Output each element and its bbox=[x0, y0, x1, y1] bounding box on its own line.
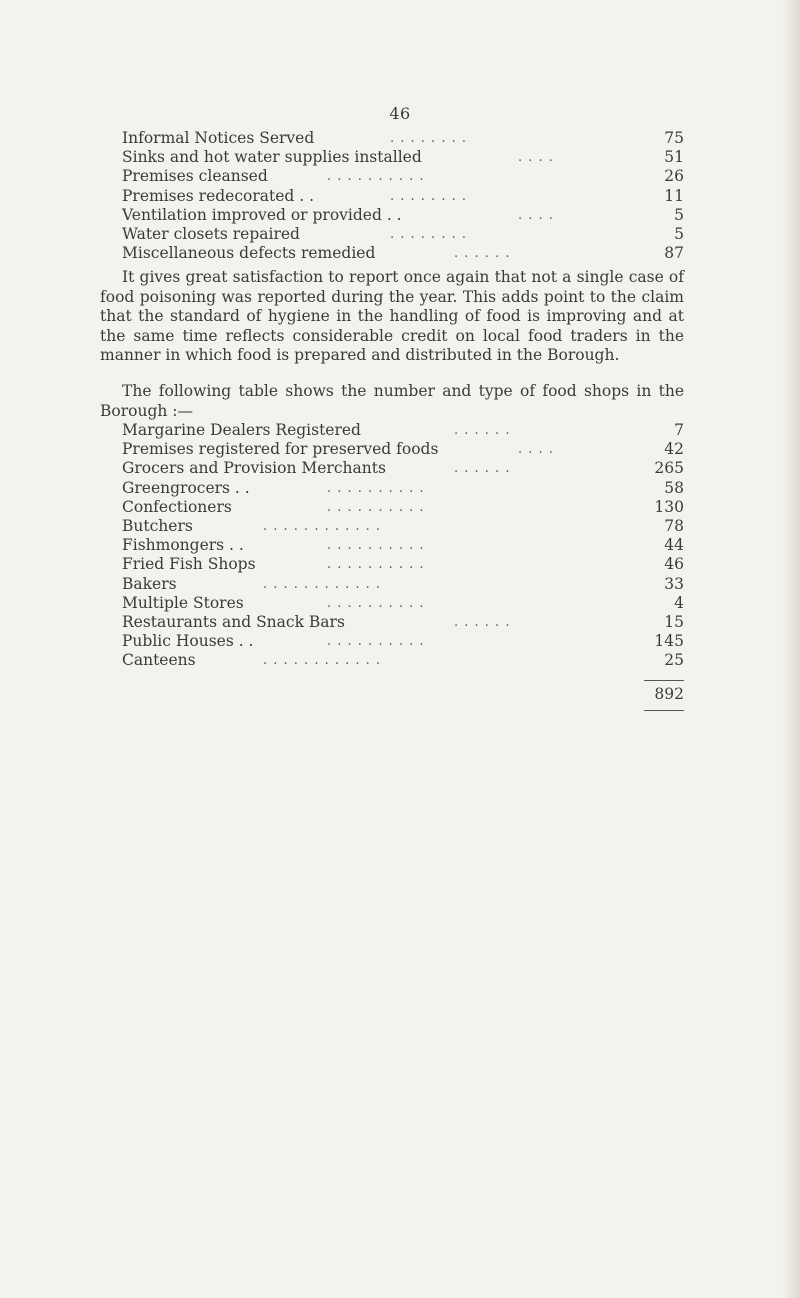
item-value: 25 bbox=[664, 651, 684, 670]
list-item bbox=[122, 129, 684, 148]
list-item bbox=[122, 148, 684, 167]
item-value: 87 bbox=[664, 244, 684, 263]
item-label: Fried Fish Shops bbox=[122, 555, 256, 574]
list-item bbox=[122, 632, 684, 651]
dot-leader: . . . . . . . . . . bbox=[327, 634, 425, 650]
dot-leader: . . . . bbox=[518, 207, 554, 223]
item-label: Confectioners bbox=[122, 497, 232, 516]
list-item bbox=[122, 440, 684, 459]
dot-leader: . . . . . . . . . . bbox=[327, 557, 425, 573]
item-label: Grocers and Provision Merchants bbox=[122, 459, 386, 478]
dot-leader: . . . . . . . . . . bbox=[327, 480, 425, 496]
item-label: Informal Notices Served bbox=[122, 129, 315, 147]
list-item bbox=[122, 167, 684, 186]
dot-leader: . . . . . . . . bbox=[390, 131, 467, 146]
item-label: Bakers bbox=[122, 574, 177, 593]
item-value: 26 bbox=[664, 167, 684, 186]
list-item bbox=[122, 536, 684, 555]
item-value: 5 bbox=[674, 205, 684, 224]
dot-leader: . . . . . . . . . . . . bbox=[263, 576, 382, 592]
list-item bbox=[122, 187, 684, 206]
total-rule-top bbox=[644, 680, 684, 681]
item-value: 58 bbox=[664, 478, 684, 497]
dot-leader: . . . . . . . . . . bbox=[327, 499, 425, 515]
page-number: 46 bbox=[389, 104, 411, 123]
item-value: 75 bbox=[664, 129, 684, 147]
total-rule-bottom bbox=[644, 710, 684, 711]
page-edge-shadow bbox=[782, 0, 800, 1298]
item-label: Premises registered for preserved foods bbox=[122, 440, 439, 459]
dot-leader: . . . . . . bbox=[454, 423, 511, 438]
item-label: Premises redecorated . . bbox=[122, 186, 315, 205]
dot-leader: . . . . bbox=[518, 442, 554, 458]
dot-leader: . . . . . . . . bbox=[390, 188, 467, 204]
dot-leader: . . . . . . bbox=[454, 614, 511, 630]
item-label: Fishmongers . . bbox=[122, 536, 244, 555]
dot-leader: . . . . . . . . . . bbox=[327, 169, 425, 185]
dot-leader: . . . . . . bbox=[454, 246, 511, 262]
item-label: Miscellaneous defects remedied bbox=[122, 244, 376, 263]
item-label: Public Houses . . bbox=[122, 632, 254, 651]
list-item bbox=[122, 613, 684, 632]
item-label: Margarine Dealers Registered bbox=[122, 421, 361, 439]
item-label: Premises cleansed bbox=[122, 167, 268, 186]
dot-leader: . . . . . . . . bbox=[390, 226, 467, 242]
table-intro-paragraph: The following table shows the number and type of food shops in the Borough :— bbox=[100, 382, 684, 420]
dot-leader: . . . . . . bbox=[454, 461, 511, 477]
dot-leader: . . . . . . . . . . bbox=[327, 595, 425, 611]
item-value: 130 bbox=[654, 497, 684, 516]
list-item bbox=[122, 575, 684, 594]
list-item bbox=[122, 498, 684, 517]
list-item bbox=[122, 459, 684, 478]
notices-list bbox=[122, 129, 684, 263]
list-item bbox=[122, 651, 684, 670]
list-item bbox=[122, 225, 684, 244]
item-value: 46 bbox=[664, 555, 684, 574]
list-item bbox=[122, 555, 684, 574]
item-label: Butchers bbox=[122, 516, 193, 535]
item-label: Canteens bbox=[122, 651, 196, 670]
list-item bbox=[122, 594, 684, 613]
item-value: 11 bbox=[664, 186, 684, 205]
dot-leader: . . . . bbox=[518, 150, 554, 166]
item-value: 42 bbox=[664, 440, 684, 459]
dot-leader: . . . . . . . . . . . . bbox=[263, 518, 382, 534]
item-label: Restaurants and Snack Bars bbox=[122, 612, 345, 631]
item-value: 78 bbox=[664, 516, 684, 535]
item-label: Ventilation improved or provided . . bbox=[122, 205, 402, 224]
dot-leader: . . . . . . . . . . . . bbox=[263, 653, 382, 669]
item-label: Sinks and hot water supplies installed bbox=[122, 148, 422, 167]
item-value: 5 bbox=[674, 224, 684, 243]
item-label: Multiple Stores bbox=[122, 593, 244, 612]
list-item bbox=[122, 517, 684, 536]
food-shops-list bbox=[122, 421, 684, 670]
list-item bbox=[122, 421, 684, 440]
item-value: 145 bbox=[654, 632, 684, 651]
satisfaction-paragraph: It gives great satisfaction to report once again that not a single case of food poisoning was reported during the year. This adds point to the claim that the standard of hygiene in the handling of food is improving and at the same time reflects considerable credit on local food traders in the manner in which food is prepared and distributed in the Borough. bbox=[100, 268, 684, 364]
item-label: Greengrocers . . bbox=[122, 478, 250, 497]
item-value: 51 bbox=[664, 148, 684, 167]
list-item bbox=[122, 206, 684, 225]
list-item bbox=[122, 244, 684, 263]
dot-leader: . . . . . . . . . . bbox=[327, 538, 425, 554]
item-value: 4 bbox=[674, 593, 684, 612]
list-item bbox=[122, 479, 684, 498]
item-value: 33 bbox=[664, 574, 684, 593]
item-value: 44 bbox=[664, 536, 684, 555]
item-value: 7 bbox=[674, 421, 684, 439]
item-value: 265 bbox=[654, 459, 684, 478]
item-label: Water closets repaired bbox=[122, 224, 300, 243]
total-value: 892 bbox=[654, 685, 684, 703]
item-value: 15 bbox=[664, 612, 684, 631]
